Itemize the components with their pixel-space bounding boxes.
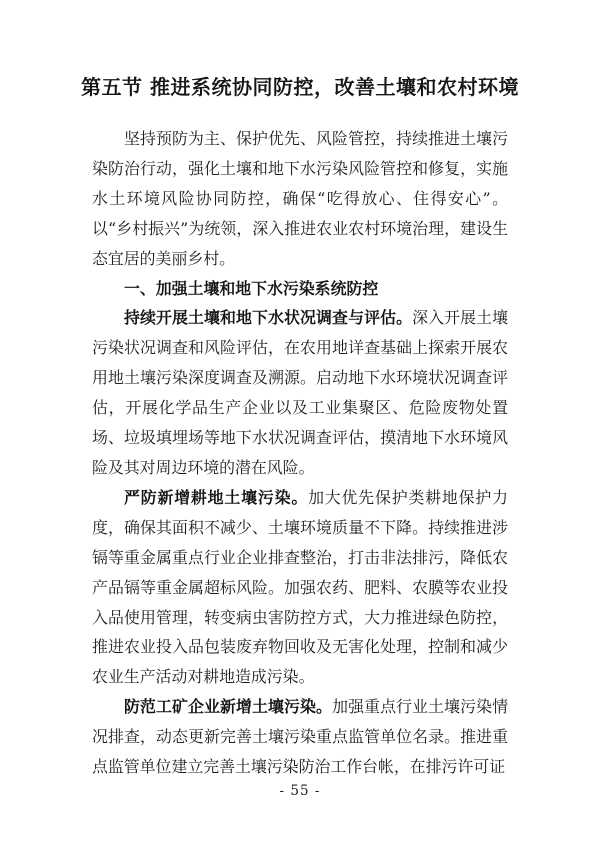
paragraph-text: 坚持预防为主、保护优先、风险管控，持续推进土壤污染防治行动，强化土壤和地下水污染风险管控和修复，实施水土环境风险协同防控，确保“吃得放心、住得安心”。以“乡村振兴”为统领，深入推进农业农村环境治理，建设生态宜居的美丽乡村。 bbox=[92, 129, 508, 268]
paragraph bbox=[92, 483, 508, 692]
paragraph bbox=[92, 303, 508, 482]
paragraph-text: 深入开展土壤污染状况调查和风险评估，在农用地详查基础上探索开展农用地土壤污染深度调查及溯源。启动地下水环境状况调查评估，开展化学品生产企业以及工业集聚区、危险废物处置场、垃圾填埋场等地下水状况调查评估，摸清地下水环境风险及其对周边环境的潜在风险。 bbox=[92, 308, 509, 477]
paragraph-bold-lead: 持续开展土壤和地下水状况调查与评估。 bbox=[124, 308, 413, 328]
document-body bbox=[92, 124, 508, 782]
paragraph-bold-lead: 防范工矿企业新增土壤污染。 bbox=[124, 697, 333, 717]
paragraph-text: 加强重点行业土壤污染情况排查，动态更新完善土壤污染重点监管单位名录。推进重点监管单位建立完善土壤污染防治工作台帐，在排污许可证 bbox=[92, 697, 509, 777]
paragraph-text: 加大优先保护类耕地保护力度，确保其面积不减少、土壤环境质量不下降。持续推进涉镉等重金属重点行业企业排查整治，打击非法排污，降低农产品镉等重金属超标风险。加强农药、肥料、农膜等农业投入品使用管理，转变病虫害防控方式，大力推进绿色防控，推进农业投入品包装废弃物回收及无害化处理，控制和减少农业生产活动对耕地造成污染。 bbox=[92, 487, 509, 687]
paragraph bbox=[92, 692, 508, 782]
section-title: 第五节 推进系统协同防控，改善土壤和农村环境 bbox=[81, 75, 519, 99]
section-heading bbox=[92, 274, 508, 304]
paragraph-bold-lead: 一、加强土壤和地下水污染系统防控 bbox=[124, 278, 379, 298]
paragraph bbox=[92, 124, 508, 274]
paragraph-bold-lead: 严防新增耕地土壤污染。 bbox=[124, 487, 309, 507]
page-number: - 55 - bbox=[279, 783, 321, 799]
